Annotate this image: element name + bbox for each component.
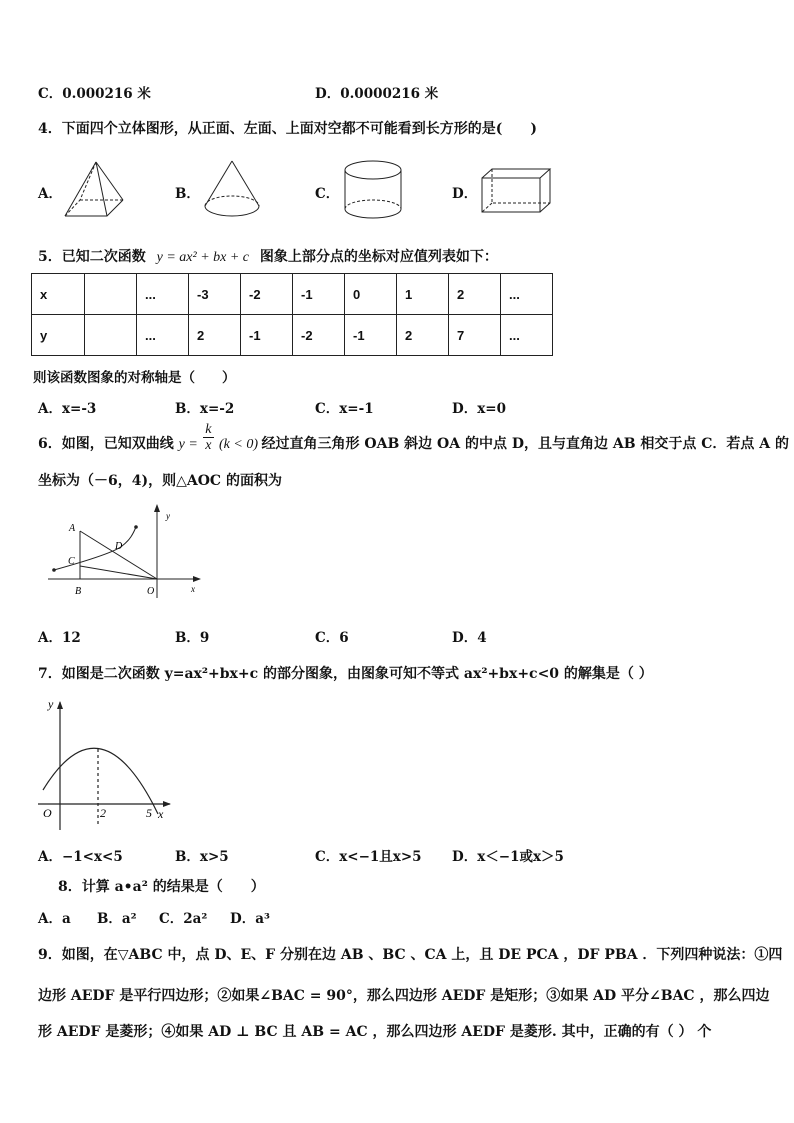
label-a: A [69,523,76,534]
table-cell: -3 [189,274,241,315]
q7-option-a: A．−1<x<5 [38,849,123,865]
q6-fraction-num: k [205,422,212,438]
table-cell: 2 [189,315,241,356]
table-cell: 0 [345,274,397,315]
label-b: B [75,586,82,597]
q7-stem: 7．如图是二次函数 y=ax²+bx+c 的部分图象，由图象可知不等式 ax²+bx+c<0 的解集是（ ） [38,666,653,682]
q9-line2: 边形 AEDF 是平行四边形；②如果∠BAC = 90°，那么四边形 AEDF 是矩形；③如果 AD 平分∠BAC ，那么四边 [38,988,770,1004]
table-cell: -2 [293,315,345,356]
q8-option-b: B．a² [97,911,137,927]
q5-option-c: C．x=-1 [315,401,374,417]
label-o: O [147,586,155,597]
q4-stem: 4．下面四个立体图形，从正面、左面、上面对空都不可能看到长方形的是( ) [38,121,537,137]
table-cell: 2 [449,274,501,315]
table-cell: ... [501,315,553,356]
table-cell: -1 [241,315,293,356]
q6-line2: 坐标为（－6，4)，则△AOC 的面积为 [38,473,282,489]
q3-option-c: C．0.000216 米 [38,86,151,102]
label-y: y [48,697,54,711]
q4-option-d: D． [452,186,478,202]
table-cell: -2 [241,274,293,315]
q6-line1-post: 经过直角三角形 OAB 斜边 OA 的中点 D，且与直角边 AB 相交于点 C．若点 A 的 [261,436,790,452]
q6-option-a: A．12 [38,630,81,646]
q9-line1: 9．如图，在▽ABC 中，点 D、E、F 分别在边 AB 、BC 、CA 上，且 DE PCA ，DF PBA ．下列四种说法：①四 [38,947,783,963]
table-cell: 1 [397,274,449,315]
q4-option-c: C． [315,186,340,202]
table-cell: x [32,274,85,315]
table-cell: 2 [397,315,449,356]
label-c: C [68,556,75,567]
q5-question: 则该函数图象的对称轴是（ ） [33,370,236,386]
q5-option-d: D．x=0 [452,401,506,417]
q7-option-d: D．x＜−1或x＞5 [452,849,564,865]
q5-stem-post: 图象上部分点的坐标对应值列表如下： [259,249,498,265]
q3-option-d: D．0.0000216 米 [315,86,439,102]
table-cell: -1 [293,274,345,315]
table-cell: ... [137,274,189,315]
q6-formula-cond: (k < 0) [219,437,259,452]
label-x: x [191,584,195,594]
q6-formula-y: y = [178,437,198,452]
label-x: x [158,807,164,821]
label-o: O [43,806,52,820]
q5-stem-pre: 5．已知二次函数 [38,249,146,265]
q5-option-b: B．x=-2 [175,401,235,417]
table-cell: 7 [449,315,501,356]
q6-fraction-den: x [205,438,212,454]
q5-formula: y = ax² + bx + c [156,250,250,265]
q4-option-a: A． [38,186,62,202]
label-5: 5 [146,806,152,820]
table-cell: ... [501,274,553,315]
label-y: y [166,511,170,521]
q7-option-b: B．x>5 [175,849,229,865]
table-cell: y [32,315,85,356]
q6-line1-pre: 6．如图，已知双曲线 [38,436,174,452]
table-cell: ... [137,315,189,356]
q7-option-c: C．x<−1且x>5 [315,849,422,865]
q8-option-d: D．a³ [230,911,270,927]
label-2: 2 [100,806,106,820]
table-cell: -1 [345,315,397,356]
label-d: D [115,541,123,552]
q4-option-b: B． [175,186,200,202]
q5-option-a: A．x=-3 [38,401,97,417]
q9-line3: 形 AEDF 是菱形；④如果 AD ⊥ BC 且 AB = AC ，那么四边形 AEDF 是菱形. 其中，正确的有（ ） 个 [38,1024,712,1040]
q6-option-b: B．9 [175,630,210,646]
q8-stem: 8．计算 a•a² 的结果是（ ） [58,879,265,895]
q6-option-c: C．6 [315,630,349,646]
q6-option-d: D．4 [452,630,487,646]
q8-option-a: A．a [38,911,71,927]
q8-option-c: C．2a² [159,911,208,927]
